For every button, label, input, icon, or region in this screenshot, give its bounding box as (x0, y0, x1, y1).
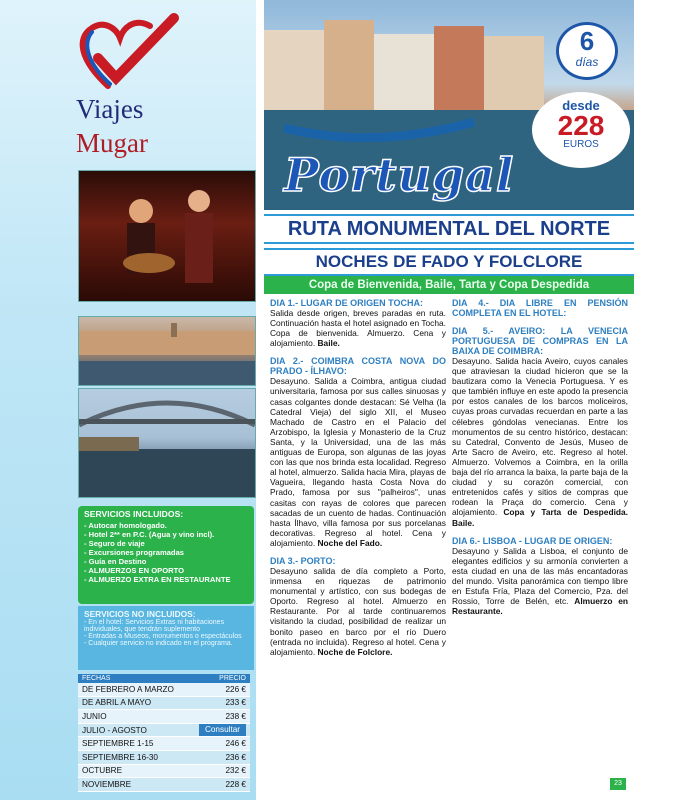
price-date: DE FEBRERO A MARZO (82, 684, 174, 694)
day-heading: DIA 1.- LUGAR DE ORIGEN TOCHA: (270, 298, 424, 308)
day-heading: DIA 3.- PORTO: (270, 555, 336, 566)
price-badge (532, 92, 630, 168)
price-value: 246 € (225, 739, 246, 749)
day-text (270, 308, 446, 348)
services-included-item: - ALMUERZOS EN OPORTO (84, 566, 184, 575)
heart-check-icon (70, 8, 180, 98)
days-number: 6 (579, 26, 595, 56)
price-date: JUNIO (82, 711, 107, 721)
day-text (452, 546, 628, 617)
page-title: Portugal (284, 148, 515, 202)
day-body: Desayuno salida de día completo a Porto, inmensa en riquezas de patrimonio monumental y artístico, con sus bodegas de Oporto. Regreso al hotel. Almuerzo en Restaurante. Por al tarde continuaremos visitando la ciudad, posibilidad de realizar un bonito paseo en barco por el río Duero (entrada no incluida). Regreso al hotel. Cena y alojamiento. (270, 565, 446, 657)
fado-illustration (79, 171, 255, 301)
day-text (270, 566, 446, 657)
price-row (78, 765, 250, 779)
price-date: SEPTIEMBRE 16-30 (82, 752, 158, 762)
days-unit: días (575, 55, 599, 69)
brand-line2: Mugar (76, 128, 148, 158)
services-included-item: - Seguro de viaje (84, 539, 145, 548)
fado-photo (78, 170, 256, 302)
header-dates: FECHAS (82, 675, 111, 682)
day-text (452, 356, 628, 528)
price-amount: 228 (557, 110, 605, 141)
page-number: 23 (610, 778, 626, 790)
price-from: desde (562, 98, 600, 113)
porto-bridge-photo (78, 388, 256, 498)
price-date: SEPTIEMBRE 1-15 (82, 739, 154, 749)
day-heading: DIA 2.- COIMBRA COSTA NOVA DO PRADO - ÍLHAVO: (270, 356, 446, 377)
day-body: Desayuno. Salida hacia Aveiro, cuyos canales que atraviesan la ciudad hicieron que se la bautizara como la Venecia Portuguesa. Y es que también influye en este apodo la presencia por estos canales de los barcos moliceiros, cuyas proas curvadas recuerdan en parte a las célebres góndolas venecianas. Entre los monumentos de su centro histórico, destacan: su Catedral, Convento de Jesús, Museo de Arte Sacro de Aveiro, etc. Regreso al hotel. Almuerzo. Volvemos a Coimbra, en la orilla baja del río arranca la baixa, la parte baja de la ciudad y su corazón comercial, con entretenidos cafés y sitios de compras que rodean la Praça do comercio. Cena y alojamiento. (452, 356, 628, 518)
services-included-item: - Autocar homologado. (84, 521, 167, 530)
price-row (78, 697, 250, 711)
bridge-illustration (79, 389, 255, 497)
day-text (270, 376, 446, 548)
porto-city-photo (78, 316, 256, 386)
services-included-item: - Guía en Destino (84, 557, 147, 566)
itinerary-column-2 (452, 298, 628, 624)
price-row (78, 751, 250, 765)
price-row (78, 737, 250, 751)
day-highlight: Almuerzo en Restaurante. (452, 596, 629, 617)
services-included-item: - Hotel 2** en P.C. (Agua y vino incl). (84, 530, 215, 539)
brand-logo (70, 8, 230, 158)
day-highlight: Noche de Folclore. (317, 646, 393, 657)
price-value: 238 € (225, 711, 246, 721)
services-included-item: - ALMUERZO EXTRA EN RESTAURANTE (84, 575, 231, 584)
day-body: Desayuno. Salida a Coimbra, antigua ciudad universitaria, famosa por sus calles sinuosas y casas colgantes donde destacan: Sé Velha (la Catedral Vieja) del siglo XII, el Museo Machado de Castro en el Palacio del Arzobispo, la Iglesia y Monasterio de la Cruz Santa, y la Universidad, una de las más antiguas de Europa, son algunas de las joyas con las que nos brinda esta localidad. Regreso al hotel, almuerzo. Salida hacia Mira, playas de Vagueira, llegando hasta Costa Nova do Prado, famosa por sus "palheiros", unas casitas con rayas de colores que parecen sacadas de un cuento de hadas. Continuación hasta Ílhavo, villa famosa por sus porcelanas decorativas. Regreso al hotel. Cena y alojamiento. (270, 376, 446, 548)
price-date: DE ABRIL A MAYO (82, 698, 152, 708)
header-price: PRECIO (219, 675, 246, 682)
itinerary-column-1 (270, 298, 446, 665)
price-table-header (78, 674, 250, 683)
subtitle-route: RUTA MONUMENTAL DEL NORTE (264, 214, 634, 244)
services-included-item: - Excursiones programadas (84, 548, 185, 557)
subtitle-nights: NOCHES DE FADO Y FOLCLORE (264, 248, 634, 276)
price-row (78, 710, 250, 724)
price-value: 226 € (225, 684, 246, 694)
day-heading: DIA 4.- DIA LIBRE EN PENSIÓN COMPLETA EN EL HOTEL: (452, 298, 628, 318)
subtitle-extras: Copa de Bienvenida, Baile, Tarta y Copa Despedida (264, 276, 634, 294)
price-date: NOVIEMBRE (82, 779, 132, 789)
day-highlight: Copa y Tarta de Despedida. Baile. (452, 507, 628, 528)
price-value: 236 € (225, 752, 246, 762)
day-heading: DIA 6.- LISBOA - LUGAR DE ORIGEN: (452, 535, 613, 546)
price-date: JULIO - AGOSTO (82, 725, 147, 735)
price-date: OCTUBRE (82, 766, 123, 776)
price-value: 232 € (225, 766, 246, 776)
price-table (78, 674, 250, 792)
services-not-included-item: - Entradas a Museos, monumentos o espectáculos (84, 633, 242, 640)
price-value: 228 € (225, 779, 246, 789)
brand-line1: Viajes (76, 94, 144, 124)
services-not-included-heading: SERVICIOS NO INCLUIDOS: (84, 609, 196, 619)
price-currency: EUROS (563, 139, 599, 150)
services-not-included-item: - En el hotel: Servicios Extras ni habitaciones individuales, que tendrán suplemento (84, 619, 225, 633)
services-included-heading: SERVICIOS INCLUIDOS: (84, 509, 184, 519)
services-not-included-item: - Cualquier servicio no indicado en el programa. (84, 640, 233, 647)
price-row (78, 683, 250, 697)
services-included-box (78, 506, 254, 604)
price-value: Consultar (199, 724, 246, 736)
price-value: 233 € (225, 698, 246, 708)
day-body: Salida desde origen, breves paradas en ruta. Continuación hasta el hotel asignado en Tocha. Copa de bienvenida. Almuerzo. Cena y alojamiento. (270, 308, 446, 349)
price-row (78, 724, 250, 738)
day-highlight: Noche del Fado. (317, 537, 383, 548)
day-body: Desayuno y Salida a Lisboa, el conjunto de elegantes edificios y su armonía convierten a esta ciudad en una de las más encantadoras del mundo. Visita panorámica con tiempo libre en Estufa Fría, Plaza del Comercio, Pza. del Rossio, Torre de Belén, etc. (452, 545, 628, 607)
services-not-included-box (78, 606, 254, 670)
days-badge (556, 22, 618, 80)
porto-illustration (79, 317, 255, 385)
day-heading: DIA 5.- AVEIRO: LA VENECIA PORTUGUESA DE COMPRAS EN LA BAIXA DE COIMBRA: (452, 326, 628, 356)
price-row (78, 778, 250, 792)
day-highlight: Baile. (317, 338, 340, 349)
